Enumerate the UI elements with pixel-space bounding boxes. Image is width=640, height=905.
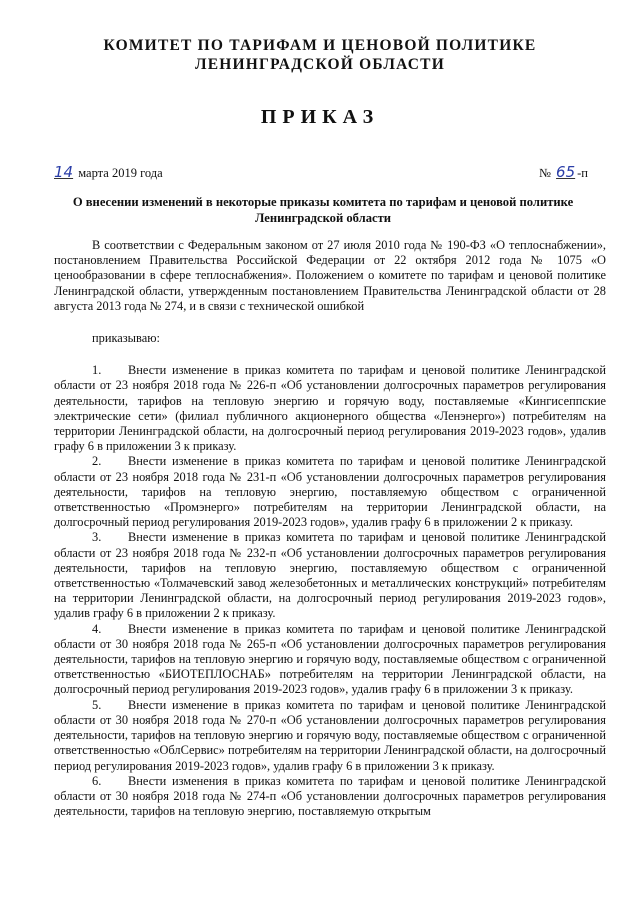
document-date bbox=[54, 163, 163, 181]
list-item bbox=[54, 774, 606, 820]
list-item bbox=[54, 530, 606, 621]
item-number: 5. bbox=[92, 697, 102, 712]
handwritten-day: 14 bbox=[54, 163, 74, 181]
organization-name-line1: КОМИТЕТ ПО ТАРИФАМ И ЦЕНОВОЙ ПОЛИТИКЕ bbox=[103, 37, 537, 54]
item-number: 4. bbox=[92, 621, 102, 636]
document-body bbox=[54, 238, 606, 819]
document-title: ПРИКАЗ bbox=[260, 106, 380, 128]
item-text: Внести изменение в приказ комитета по тарифам и ценовой политике Ленинградской области от 30 ноября 2018 года № 270-п «Об установлении долгосрочных параметров регулирования деятельности, тарифов на тепловую энергию и горячую воду, поставляемые обществом с ограниченной ответственностью «ОблСервис» потребителям на территории Ленинградской области, на долгосрочный период регулирования 2019-2023 годов», удалив графу 6 в приложении 3 к приказу. bbox=[54, 697, 606, 773]
item-number: 2. bbox=[92, 454, 102, 469]
document-number bbox=[539, 163, 588, 181]
number-suffix: -п bbox=[577, 166, 588, 180]
organization-header bbox=[0, 36, 640, 74]
item-number: 1. bbox=[92, 363, 102, 378]
item-text: Внести изменение в приказ комитета по тарифам и ценовой политике Ленинградской области от 23 ноября 2018 года № 232-п «Об установлении долгосрочных параметров регулирования деятельности, тарифов на тепловую энергию, поставляемую обществом с ограниченной ответственностью «Толмачевский завод железобетонных и металлических конструкций» потребителям на территории Ленинградской области, на долгосрочный период регулирования 2019-2023 годов», удалив графу 6 в приложении 2 к приказу. bbox=[54, 530, 606, 621]
list-item bbox=[54, 698, 606, 774]
handwritten-number: 65 bbox=[556, 163, 576, 181]
list-item bbox=[54, 622, 606, 698]
list-item bbox=[54, 454, 606, 530]
item-number: 3. bbox=[92, 530, 102, 545]
item-text: Внести изменения в приказ комитета по тарифам и ценовой политике Ленинградской области от 30 ноября 2018 года № 274-п «Об установлении долгосрочных параметров регулирования деятельности, тарифов на тепловую энергию, поставляемую открытым bbox=[54, 773, 606, 819]
organization-name-line2: ЛЕНИНГРАДСКОЙ ОБЛАСТИ bbox=[195, 56, 445, 73]
item-text: Внести изменение в приказ комитета по тарифам и ценовой политике Ленинградской области от 23 ноября 2018 года № 226-п «Об установлении долгосрочных параметров регулирования деятельности, тарифов на тепловую энергию и горячую воду, поставляемые «Кингисеппские электрические сети» (филиал публичного акционерного общества «Ленэнерго») потребителям на территории Ленинградской области, на долгосрочный период регулирования 2019-2023 годов», удалив графу 6 в приложении 3 к приказу. bbox=[54, 363, 606, 454]
item-text: Внести изменение в приказ комитета по тарифам и ценовой политике Ленинградской области от 30 ноября 2018 года № 265-п «Об установлении долгосрочных параметров регулирования деятельности, тарифов на тепловую энергию и горячую воду, поставляемые обществом с ограниченной ответственностью «БИОТЕПЛОСНАБ» потребителям на территории Ленинградской области, на долгосрочный период регулирования 2019-2023 годов», удалив графу 6 в приложении 3 к приказу. bbox=[54, 621, 606, 697]
document-subject: О внесении изменений в некоторые приказы комитета по тарифам и ценовой политике Ленинградской области bbox=[72, 195, 574, 225]
number-prefix: № bbox=[538, 166, 551, 180]
item-text: Внести изменение в приказ комитета по тарифам и ценовой политике Ленинградской области от 23 ноября 2018 года № 231-п «Об установлении долгосрочных параметров регулирования деятельности, тарифов на тепловую энергию, поставляемую обществом с ограниченной ответственностью «Промэнерго» потребителям на территории Ленинградской области, на долгосрочный период регулирования 2019-2023 годов», удалив графу 6 в приложении 2 к приказу. bbox=[54, 454, 606, 530]
item-number: 6. bbox=[92, 773, 102, 788]
list-item bbox=[54, 363, 606, 454]
intro-paragraph: В соответствии с Федеральным законом от 27 июля 2010 года № 190-ФЗ «О теплоснабжении», постановлением Правительства Российской Федерации от 22 октября 2012 года № 1075 «О ценообразовании в сфере теплоснабжения». Положением о комитете по тарифам и ценовой политике Ленинградской области, утвержденным постановлением Правительства Ленинградской области от 28 августа 2013 года № 274, и в связи с технической ошибкой bbox=[54, 238, 606, 313]
date-month-year: марта 2019 года bbox=[78, 166, 163, 180]
order-word: приказываю: bbox=[92, 331, 160, 346]
